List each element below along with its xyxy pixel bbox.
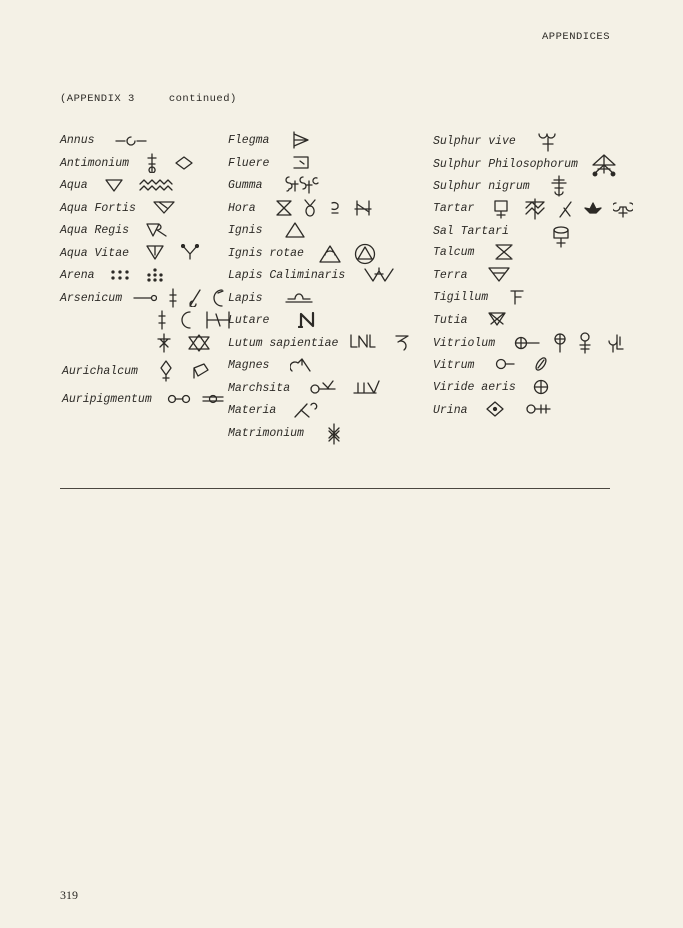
entry-viride-aeris (433, 377, 638, 400)
entry-sulphur-nigrum (433, 175, 638, 198)
entry-term: Hora (228, 201, 256, 215)
alchemical-symbol-icon (157, 333, 220, 356)
alchemical-symbol-icon (111, 265, 174, 288)
entry-tartar (433, 198, 638, 221)
alchemical-symbol-icon (533, 377, 559, 400)
alchemical-symbol-icon (551, 175, 577, 199)
alchemical-symbol-icon (364, 265, 404, 288)
alchemical-symbol-icon (349, 333, 420, 356)
entry-term: Tutia (433, 313, 468, 327)
entry-tutia (433, 310, 638, 333)
entry-matrimonium (228, 423, 430, 446)
entry-aurichalcum (60, 355, 225, 389)
entry-vitrum (433, 355, 638, 378)
entry-term: Arena (60, 269, 95, 282)
alchemical-symbol-icon (292, 130, 320, 153)
entry-sulphur-philosophorum (433, 153, 638, 176)
alchemical-symbol-icon (298, 310, 326, 333)
entry-aqua-vitae (60, 243, 225, 266)
alchemical-symbol-icon (488, 310, 516, 333)
entry-term: Lapis (228, 291, 263, 305)
alchemical-symbol-icon (167, 389, 234, 412)
entry-term: Fluere (228, 156, 270, 170)
alchemical-symbol-icon (293, 400, 329, 423)
entry-arsenicum-variants (60, 310, 225, 333)
alchemical-symbol-icon (537, 130, 569, 154)
entry-vitriolum (433, 332, 638, 355)
alchemical-symbol-icon (591, 153, 627, 178)
entry-term: Aqua Vitae (60, 246, 130, 260)
entry-ignis-rotae (228, 243, 430, 266)
entry-arena (60, 265, 225, 288)
entry-term: Sulphur vive (433, 134, 516, 148)
entry-term: Magnes (228, 359, 270, 372)
entry-term: Auripigmentum (62, 393, 152, 406)
entry-lutare (228, 310, 430, 333)
entry-lutum-sapientiae (228, 333, 430, 356)
entry-term: Lapis Caliminaris (228, 269, 346, 282)
entry-term: Sal Tartari (433, 224, 509, 238)
appendix-subtitle: (APPENDIX 3 continued) (60, 93, 237, 105)
alchemical-symbol-icon (486, 400, 561, 423)
entry-magnes (228, 355, 430, 378)
entry-talcum (433, 242, 638, 265)
alchemical-symbol-icon (495, 242, 523, 265)
entry-term: Ignis (228, 224, 263, 237)
alchemical-symbol-icon (495, 355, 558, 378)
entry-antimonium (60, 153, 225, 176)
alchemical-symbol-icon (285, 288, 323, 311)
alchemical-symbol-icon (285, 175, 331, 198)
section-divider (60, 488, 610, 489)
entry-term: Urina (433, 403, 468, 417)
alchemical-symbol-icon (319, 243, 386, 267)
entry-term: Aurichalcum (62, 365, 138, 378)
entry-term: Flegma (228, 134, 270, 147)
entry-fluere (228, 153, 430, 176)
entry-terra (433, 265, 638, 288)
entry-sulphur-vive (433, 130, 638, 153)
entry-flegma (228, 130, 430, 153)
entry-urina (433, 400, 638, 423)
entry-term: Marchsita (228, 381, 291, 395)
alchemical-symbol-icon (146, 243, 209, 266)
entry-term: Vitrum (433, 358, 475, 372)
entry-term: Annus (60, 134, 95, 147)
entry-term: Arsenicum (60, 291, 123, 305)
entry-term: Terra (433, 268, 468, 282)
entry-term: Sulphur nigrum (433, 179, 530, 193)
column-1 (60, 130, 225, 412)
entry-term: Tigillum (433, 291, 489, 304)
alchemical-symbol-icon (493, 198, 643, 222)
entry-term: Lutum sapientiae (228, 336, 339, 350)
alchemical-symbol-icon (309, 378, 390, 401)
alchemical-symbol-icon (290, 355, 322, 378)
entry-auripigmentum (60, 389, 225, 412)
entry-term: Vitriolum (433, 336, 496, 350)
entry-arsenicum (60, 288, 225, 311)
entry-term: Gumma (228, 179, 263, 193)
alchemical-symbol-icon (133, 288, 234, 311)
entry-aqua-fortis (60, 198, 225, 221)
entry-sal-tartari (433, 220, 638, 242)
entry-term: Aqua Fortis (60, 201, 136, 215)
entry-aqua-regis (60, 220, 225, 243)
entry-term: Materia (228, 404, 277, 417)
alchemical-symbol-icon (115, 130, 157, 153)
entry-annus (60, 130, 225, 153)
alchemical-symbol-icon (488, 265, 520, 288)
page-number: 319 (60, 888, 78, 902)
column-3 (433, 130, 638, 422)
column-2 (228, 130, 430, 445)
entry-term: Ignis rotae (228, 247, 304, 261)
alchemical-symbol-icon (509, 287, 535, 310)
entry-term: Talcum (433, 246, 475, 259)
alchemical-symbol-icon (105, 175, 184, 198)
running-title: APPENDICES (541, 31, 610, 43)
entry-term: Tartar (433, 202, 475, 216)
entry-term: Matrimonium (228, 427, 304, 441)
alchemical-symbol-icon (146, 153, 203, 176)
entry-ignis (228, 220, 430, 243)
entry-term: Aqua Regis (60, 224, 130, 237)
entry-tigillum (433, 287, 638, 310)
entry-gumma (228, 175, 430, 198)
entry-hora (228, 198, 430, 221)
entry-arsenicum-variants-2 (60, 333, 225, 356)
entry-aqua (60, 175, 225, 198)
alchemical-symbol-icon (159, 355, 220, 389)
entry-term: Antimonium (60, 156, 130, 170)
alchemical-symbol-icon (292, 153, 322, 176)
alchemical-symbol-icon (146, 220, 178, 243)
entry-term: Viride aeris (433, 381, 516, 394)
alchemical-symbol-icon (275, 198, 384, 221)
entry-lapis-caliminaris (228, 265, 430, 288)
alchemical-symbol-icon (514, 332, 635, 356)
entry-term: Sulphur Philosophorum (433, 157, 578, 171)
entry-marchsita (228, 378, 430, 401)
entry-term: Lutare (228, 314, 270, 327)
alchemical-symbol-icon (285, 220, 315, 243)
alchemical-symbol-icon (153, 198, 185, 221)
entry-materia (228, 400, 430, 423)
entry-lapis (228, 288, 430, 311)
entry-term: Aqua (60, 179, 88, 192)
alchemical-symbol-icon (327, 423, 351, 447)
